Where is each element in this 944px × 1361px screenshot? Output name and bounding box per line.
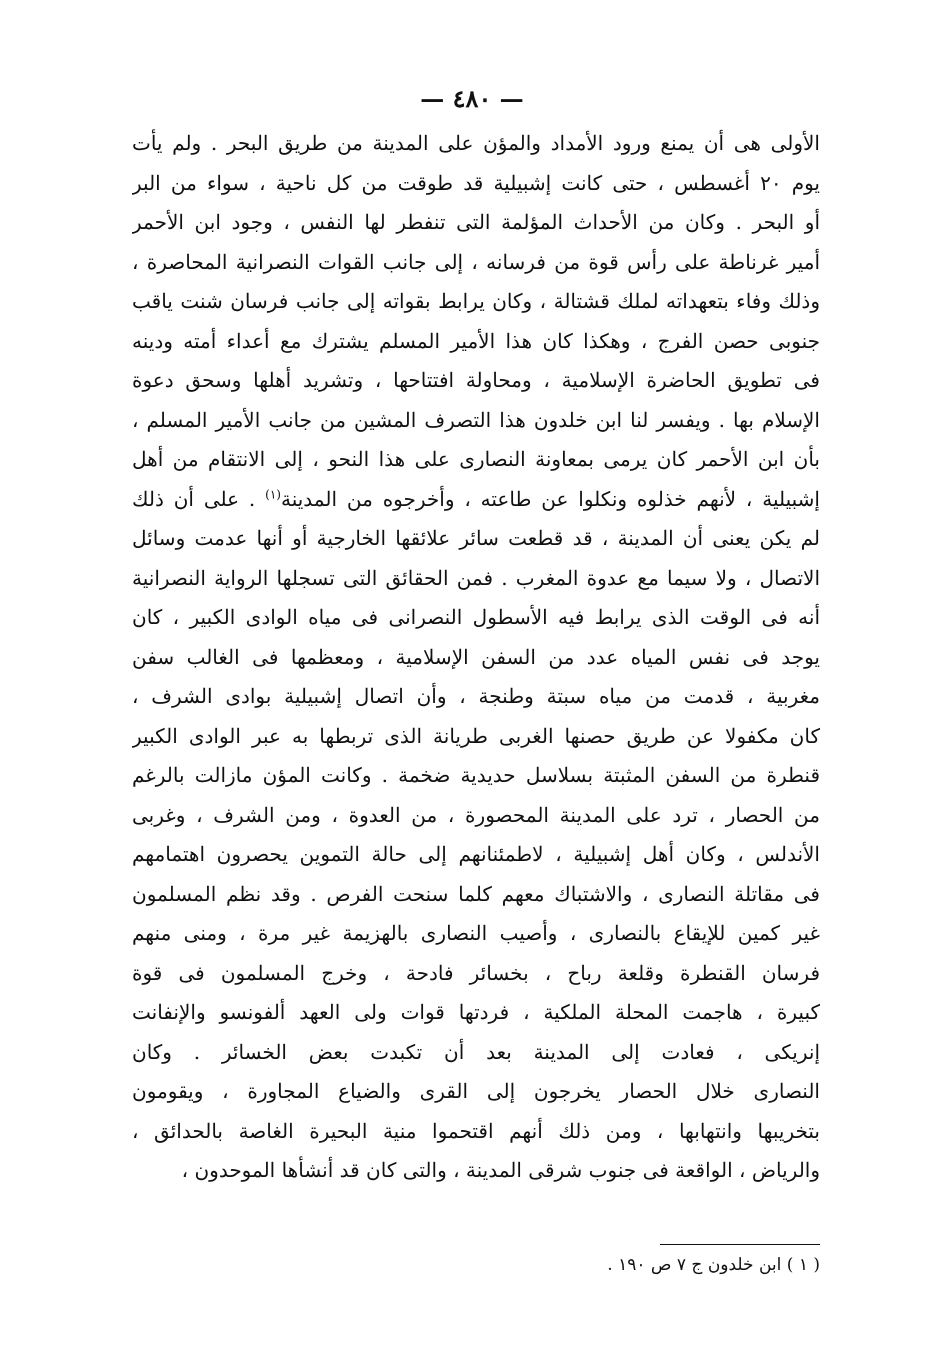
footnote-divider — [660, 1244, 820, 1245]
text-line: فى تطويق الحاضرة الإسلامية ، ومحاولة افتتاحها ، وتشريد أهلها وسحق دعوة — [132, 368, 820, 392]
text-line-with-footnote-ref — [132, 480, 820, 520]
text-line: أنه فى الوقت الذى يرابط فيه الأسطول النصرانى فى مياه الوادى الكبير ، كان — [132, 605, 820, 629]
text-line: يوجد فى نفس المياه عدد من السفن الإسلامية ، ومعظمها فى الغالب سفن — [132, 644, 820, 669]
text-line: غير كمين للإيقاع بالنصارى ، وأصيب النصارى بالهزيمة غير مرة ، ومنى منهم — [132, 921, 820, 945]
text-line: جنوبى حصن الفرج ، وهكذا كان هذا الأمير المسلم يشترك مع أعداء أمته ودينه — [132, 328, 820, 353]
text-line: يوم ٢٠ أغسطس ، حتى كانت إشبيلية قد طوقت من كل ناحية ، سواء من البر — [132, 170, 820, 195]
text-line: قنطرة من السفن المثبتة بسلاسل حديدية ضخمة . وكانت المؤن مازالت بالرغم — [132, 763, 820, 787]
text-line: بأن ابن الأحمر كان يرمى بمعاونة النصارى على هذا النحو ، إلى الانتقام من أهل — [132, 447, 820, 471]
text-line: وذلك وفاء بتعهداته لملك قشتالة ، وكان يرابط بقواته إلى جانب فرسان شنت ياقب — [132, 289, 820, 313]
footnote-reference: (١) — [265, 486, 281, 501]
text-line: كان مكفولا عن طريق حصنها الغربى طريانة الذى تربطها به عبر الوادى الكبير — [132, 723, 820, 748]
text-line: الأندلس ، وكان أهل إشبيلية ، لاطمئنانهم إلى حالة التموين يحصرون اهتمامهم — [132, 842, 820, 866]
text-line-part: إشبيلية ، لأنهم خذلوه ونكلوا عن طاعته ، وأخرجوه من المدينة — [280, 486, 820, 511]
text-line: فرسان القنطرة وقلعة رباح ، بخسائر فادحة ، وخرج المسلمون فى قوة — [132, 960, 820, 985]
text-line: كبيرة ، هاجمت المحلة الملكية ، فردتها قوات ولى العهد ألفونسو والإنفانت — [132, 1000, 820, 1024]
text-line: أمير غرناطة على رأس قوة من فرسانه ، إلى جانب القوات النصرانية المحاصرة ، — [132, 249, 820, 274]
text-line: إنريكى ، فعادت إلى المدينة بعد أن تكبدت بعض الخسائر . وكان — [132, 1039, 820, 1064]
text-line: من الحصار ، ترد على المدينة المحصورة ، من العدوة ، ومن الشرف ، وغربى — [132, 802, 820, 827]
text-line: والرياض ، الواقعة فى جنوب شرقى المدينة ، والتى كان قد أنشأها الموحدون ، — [181, 1158, 820, 1182]
text-line: النصارى خلال الحصار يخرجون إلى القرى والضياع المجاورة ، ويقومون — [132, 1079, 820, 1103]
text-line: فى مقاتلة النصارى ، والاشتباك معهم كلما سنحت الفرص . وقد نظم المسلمون — [132, 881, 820, 906]
text-line: لم يكن يعنى أن المدينة ، قد قطعت سائر علائقها الخارجية أو أنها عدمت وسائل — [132, 526, 820, 550]
text-line: الإسلام بها . ويفسر لنا ابن خلدون هذا التصرف المشين من جانب الأمير المسلم ، — [132, 407, 820, 432]
footnote: ( ١ ) ابن خلدون ج ٧ ص ١٩٠ . — [607, 1255, 820, 1275]
text-line: مغربية ، قدمت من مياه سبتة وطنجة ، وأن اتصال إشبيلية بوادى الشرف ، — [132, 684, 820, 708]
text-line: بتخريبها وانتهابها ، ومن ذلك أنهم اقتحموا منية البحيرة الغاصة بالحدائق ، — [132, 1118, 820, 1143]
text-line: الأولى هى أن يمنع ورود الأمداد والمؤن على المدينة من طريق البحر . ولم يأت — [132, 131, 820, 155]
page-number: — ٤٨٠ — — [420, 84, 524, 113]
text-line: أو البحر . وكان من الأحداث المؤلمة التى تنفطر لها النفس ، وجود ابن الأحمر — [132, 210, 820, 234]
text-line: الاتصال ، ولا سيما مع عدوة المغرب . فمن الحقائق التى تسجلها الرواية النصرانية — [132, 565, 820, 590]
text-line-part: . على أن ذلك — [132, 486, 266, 511]
body-text — [132, 124, 820, 1191]
